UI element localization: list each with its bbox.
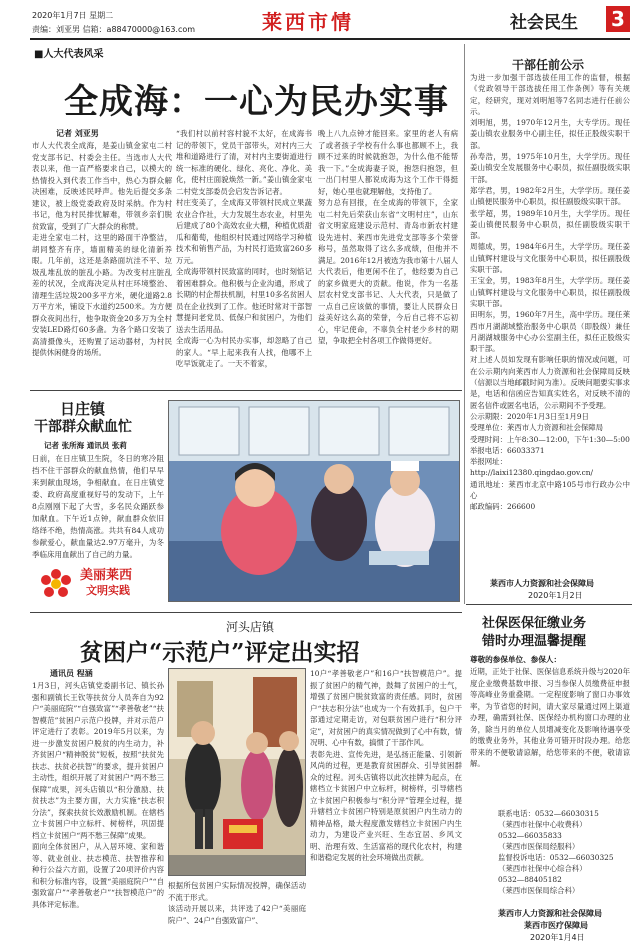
social-sign-org-1: 莱西市人力资源和社会保障局 <box>498 909 602 918</box>
social-sign-date: 2020年1月4日 <box>530 933 585 942</box>
blood-donation-photo <box>168 400 460 602</box>
officials-sign-date: 2020年1月2日 <box>528 591 583 600</box>
badge-line-1: 美丽莱西 <box>80 568 133 583</box>
civilization-badge <box>34 562 166 612</box>
officials-body: 为进一步加强干部选拔任用工作的监督，根据《党政领导干部选拔任用工作条例》等有关规定，经研究，现对刘明旭等7名同志进行任前公示。 刘明旭，男，1970年12月生，大专学历。现任姜山镇农业服务中心副主任，拟任正股级实职干部。 孙寿浩，男，1975年10月生，大学学历。现任姜山镇安全发展服务中心职员，拟任副股级实职干部。 郑学君，男，1982年2月生，大学学历。现任姜山镇便民服务中心职员，拟任副股级实职干部。 张学超，男，1989年10月生，大学学历。现任姜山镇便民服务中心职员，拟任副股级实职干部。 周德成，男，1984年6月生，大学学历。现任姜山镇辉村建设与文化服务中心职员，拟任副股级实职干部。 王宝金，男，1983年8月生，大学学历。现任姜山镇辉村建设与文化服务中心职员，拟任副股级实职干部。 田明东，男，1960年7月生，高中学历。现任莱西市月湖湖域整治服务中心职员（即股级）兼任月湖湖城服务中心办公室副主任，拟任正股级实职干部。 对上述人员如发现有影响任职的情况或问题，可在公示期内向莱西市人力资源和社会保障局反映（信源以当地邮戳时间为准）。反映问题要实事求是，电话和信函应告知真实姓名，对反映不清的匿名信件或匿名电话，公示期间不予受理。 公示期限：2020年1月3日至1月9日 受理单位：莱西市人力资源和社会保障局 受理时间：上午8:30—12:00，下午1:30—5:00 举报电话：66033371 举报网址： http://laixi12380.qingdao.gov.cn/ 通讯地址：莱西市北京中路105号市行政办公中心 邮政编码：266600 <box>470 73 630 512</box>
page-number: 3 <box>606 6 630 32</box>
masthead-editor: 责编：刘亚男 信箱：a88470000@163.com <box>32 25 196 34</box>
masthead-rule <box>30 38 630 40</box>
poverty-column-3: 10户“孝善敬老户”和16户“扶智模范户”。提振了贫困户的精气神，鼓舞了贫困户的士气，增强了贫困户脱贫致富的责任感。同时，贫困户“扶志积分法”也成为一个有效抓手，包户干部通过定期走访，对包联贫困户进行“积分评定”，对贫困户的真实情况做到了心中有数，情况明、心中有数，搞惯了干部作风。 表彰先进、宣传先进，是弘扬正能量、引领新风尚的过程，更是教育贫困群众、引导贫困群众的过程。河头店镇将以此次挂牌为起点，在辖档立卡贫困户中立标杆，树榜样，引导辖档立卡贫困户积极参与“积分评”管理全过程，提升辖档立卡贫困户特别是原贫困户内生动力的精神品格，最大程度激发辖档立卡贫困户内生动力，为建设产业兴旺、生态宜居、乡风文明、治理有效、生活富裕的现代化农村，构建和谐稳定发展的社会环境做出贡献。 <box>310 669 462 862</box>
feature-column-1: 市人大代表全成海，是姜山镇金家屯二村党支部书记、村委会主任。当选市人大代表以来，他一直严格要求自己，以模大的热情投入到代表工作当中，热心为群众解决困难，反映述民呼声。他先后提交多条建议，被上级党委政府及时采纳。作为村书记，他为村民排忧解难，带领乡亲们脱贫致富，受到了广大群众的称赞。 走进全家屯二村，这里的路面干净整洁，胡同整齐有序，墙面精美的绿化清新养眼。几年前，这还是条路面坑洼不平、垃圾乱堆乱放的脏乱小路。为改变村庄脏乱差的状况，全成海决定从村庄环境整治、清理生活垃圾200多平方米，硬化道路2.8万平方米，铺设下水道约2500米。为方便群众夜间出行，他争取资金20多万为全村安装LED路灯60多盏。为各个路口安装了高清摄像头，还购置了运动器材，为村民提供休闲健身的场所。 <box>32 141 172 357</box>
social-greeting: 尊敬的参保单位、参保人： <box>470 655 562 664</box>
flower-emblem-icon <box>38 566 74 602</box>
feature-byline: 记者 刘亚男 <box>56 129 99 138</box>
poverty-byline: 通讯员 程涵 <box>50 669 93 678</box>
officials-title: 干部任前公示 <box>512 58 585 72</box>
officials-sign-org: 莱西市人力资源和社会保障局 <box>490 579 594 588</box>
masthead-logo: 莱西市情 <box>262 10 354 34</box>
social-contacts: 联系电话：0532—66030315 （莱西市社保中心收费科） 0532—66035833 （莱西市医保局经服科） 监督投诉电话：0532—66030325 （莱西市社保中心综合科） 0532—88405182 （莱西市医保局综合科） <box>498 809 614 895</box>
poverty-kicker: 河头店镇 <box>226 620 275 634</box>
social-sign-org-2: 莱西市医疗保障局 <box>524 921 588 930</box>
feature-column-3: 晚上八九点钟才能回来。家里的老人有病了或者孩子学校有什么事也都顾不上，我顾不过来的时候就抱怨，为什么他不能帮我一下。”全成海妻子说，抱怨归抱怨，但一出门村里人都说成海为这个工作干得挺好，她心里也就理解他，支持他了。 努力总有回报，在全成海的带领下，全家屯二村先后荣获山东省“文明村庄”，山东省文明家庭建设示范村、青岛市新农村建设先进村、莱西市先进党支部等多个荣誉称号，虽然取得了这么多成绩，但他并不满足。2016年12月被选为我市第十八届人大代表后，他更闲不住了，他经要为自己的家乡做更大的贡献。他说，作为一名基层农村党支部书记、人大代表，只是做了一点自己应该做的事情，要让人民群众日益美好这么高的荣誉，今后自己将不忘初心，牢记使命，不辜负全村老少乡村的期望，争取把全村各项工作做得更好。 <box>318 129 458 345</box>
badge-line-2: 文明实践 <box>86 584 130 597</box>
poverty-headline: 贫困户“示范户”评定出实招 <box>80 639 360 666</box>
blood-title-1: 日庄镇 <box>60 400 106 418</box>
blood-body: 日前，在日庄镇卫生院，冬日的寒冷阻挡不住干部群众的献血热情，他们早早来到献血现场，争相献血。在日庄镇党委、政府高度重视好号的发动下，上午8点刚刚下起了大雪，多名民众踊跃参加献血。下午近1点钟，献血群众依旧络绎不绝，热情高涨。共共有84人成功参献爱心，献血量达2.97万毫升，为冬季临床用血献出了自己的力量。 <box>32 454 164 559</box>
social-body: 近期，正处于社保、医保信息系统升级与2020年度企业缴费基数申报、习当参保人员缴费征申报等高峰业务重叠期。一定程度影响了窗口办事效率，为节省您的时间，请大家尽量通过网上渠道办理，确需到社保、医保经办机构窗口办理的业务，除当月的单位人员增减变化及影响待遇享受的缴费业务外，其他业务可错开时段办理。给您带来的不便敬请谅解，给您带来的不便，敬请谅解。 <box>470 667 630 768</box>
blood-title-2: 干部群众献血忙 <box>34 419 132 435</box>
section-rule-poverty <box>30 612 462 613</box>
poverty-column-2: 根据所包贫困户实际情况投牌，确保活动不流于形式。 该活动开展以来，共评选了42户“美丽庭院户”、24户“自强致富户”、 <box>168 881 306 925</box>
poverty-column-1: 1月3日，河头店镇党委副书记、镇长孙强和副镇长王钦等扶贫分人员奔自为92户“美丽庭院”“自强致富”“孝善敬老”“扶智模范”贫困户示范户投牌，并对示范户评定进行了表彰。2019年5月以来，为进一步激发贫困户脱贫的内生动力，补齐贫困户“精神脱贫”短板，按照“扶贫先扶志、扶贫必扶智”的要求，提升贫困户主动性，组织开展了对贫困户“两不愁三保障”成果，河头店镇以“积分激励、扶贫扶志”为主要方面，大力实施“扶志积分法”，探索扶贫长效激励机制。在辖档立卡贫困户中立标杆、树榜样，巩固提档立卡贫困户“两不愁三保障”成果。 面向全体贫困户，从入居环境、家和谐等、就业创业、扶志模范、扶智推荐和种行公益六方面，设置了20项评价内容和积分标准内容，设置“美丽庭院户”“自强致富户”“孝善敬老户”“扶智模范户”的具体评定标准。 <box>32 681 164 909</box>
blood-byline: 记者 张所海 通讯员 张莉 <box>44 441 127 450</box>
column-divider <box>464 44 465 604</box>
section-title: 社会民生 <box>510 13 578 33</box>
masthead-date: 2020年1月7日 星期二 <box>32 11 114 20</box>
section-rule-social <box>466 604 632 605</box>
feature-column-2: “我们村以前村容村貌不太好，在成海书记的带领下，党员干部带头，对村内三大堆和道路进行了清，对村内主要街道进行统一标准的硬化、绿化、亮化、净化、美化，使村庄面貌焕然一新。”姜山镇金家屯二村党支部委员会启发告诉记者。 村庄变美了，全成海又带领村民成立果蔬农业合作社，大力发展生态农业，村里先后建成了80个高效农业大棚，种植优质甜瓜和葡萄，他组织村民通过网络学习种植技术和销售产品，为村民打造致富260多万元。 全成海带领村民致富的同时，也时刻惦记着困难群众。他积极与企业沟通，形成了长期的村企帮扶机制，村里10多名贫困人员在企业找到了工作。他还时常对干部智慧提问老党员、低保户和贫困户，为他们送去生活用品。 全成海一心为村民办实事，却忽略了自己的家人。“早上起来我有人找，他哪不上吃早饭就走了。一天不着家， <box>176 129 312 368</box>
feature-kicker: ■人大代表风采 <box>34 49 104 60</box>
feature-headline: 全成海：一心为民办实事 <box>64 82 449 122</box>
poverty-photo <box>168 668 306 876</box>
section-rule-blood <box>30 390 462 391</box>
social-title-2: 错时办理温馨提醒 <box>482 634 587 649</box>
social-title-1: 社保医保征缴业务 <box>482 616 587 631</box>
